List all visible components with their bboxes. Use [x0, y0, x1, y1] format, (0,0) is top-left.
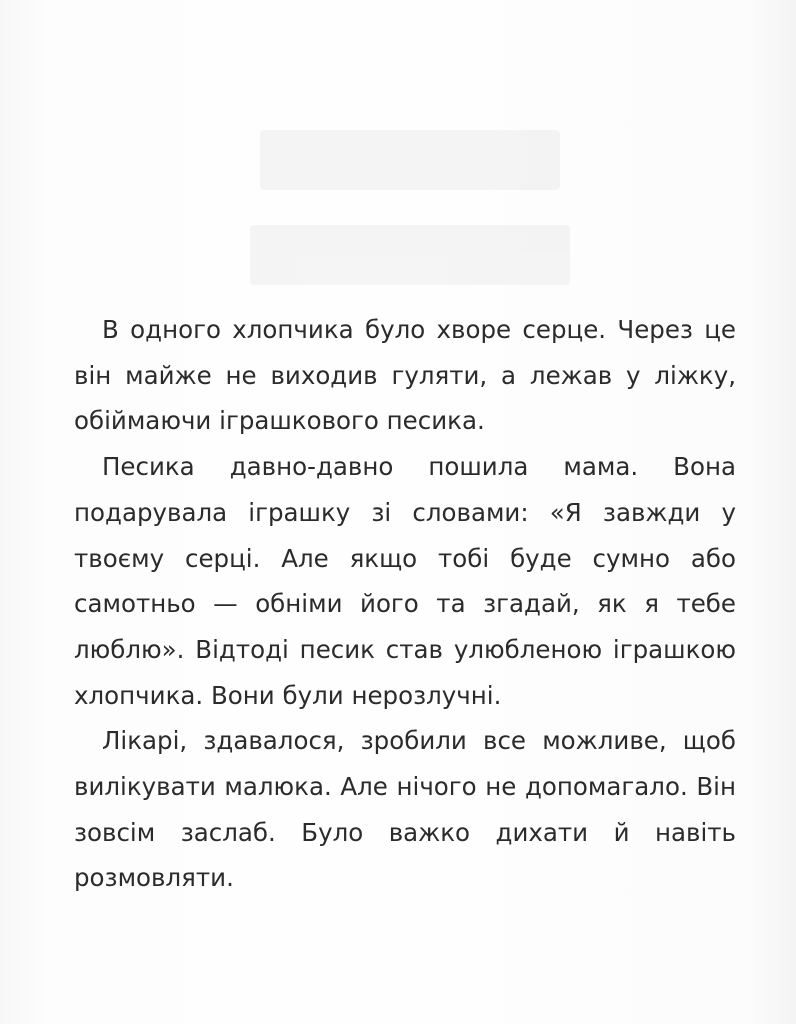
story-text	[74, 307, 736, 901]
show-through-bleed	[250, 130, 580, 290]
paragraph-3: Лікарі, здавалося, зробили все можливе, щоб вилікувати малюка. Але нічого не допомагало. Він зовсім заслаб. Було важко дихати й навіть розмовляти.	[74, 726, 736, 893]
paragraph-2: Песика давно-давно пошила мама. Вона подарувала іграшку зі словами: «Я завжди у твоєму серці. Але якщо тобі буде сумно або самотньо — обніми його та згадай, як я тебе люблю». Відтоді песик став улюбленою іграшкою хлопчика. Вони були нерозлучні.	[74, 452, 736, 710]
paragraph-1: В одного хлопчика було хворе серце. Через це він майже не виходив гуляти, а лежав у ліжку, обіймаючи іграшкового песика.	[74, 315, 736, 436]
